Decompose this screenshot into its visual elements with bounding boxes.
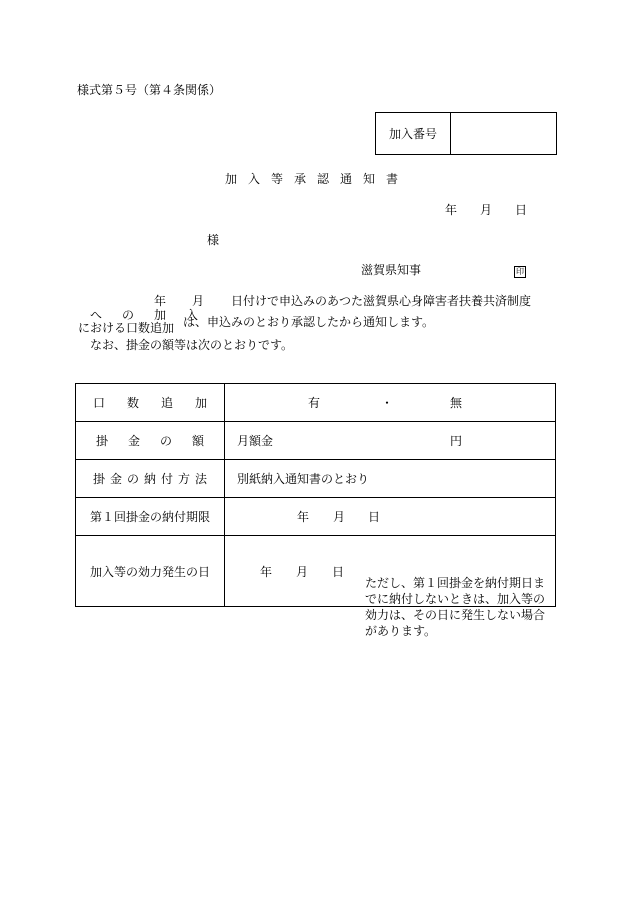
table-row [76,536,556,607]
row-value-effective-date [225,536,556,638]
row-value-units [225,384,556,422]
body-line2-add: における口数追加 [78,321,175,335]
effective-month: 月 [296,564,309,579]
details-table [75,383,556,638]
due-year: 年 [297,510,310,524]
option-no[interactable]: 無 [450,396,463,410]
table-row [76,460,556,498]
row-value-premium [225,422,556,460]
membership-number-field[interactable] [451,113,556,154]
date-day: 日 [515,203,528,217]
body-year: 年 [154,294,167,308]
option-yes[interactable]: 有 [308,396,321,410]
payment-method-value: 別紙納入通知書のとおり [237,472,370,486]
body-line2: は、申込みのとおり承認したから通知します。 [183,315,435,329]
row-label-effective-date: 加入等の効力発生の日 [76,536,225,607]
addressee-suffix: 様 [207,233,220,247]
row-label-payment-method: 掛金の納付方法 [76,460,225,498]
option-separator: ・ [381,396,394,410]
premium-prefix: 月額金 [237,434,274,448]
body-line2-join: へ の 加 入 [90,308,203,322]
body-month: 月 [192,294,205,308]
body-line3: なお、掛金の額等は次のとおりです。 [90,338,294,352]
membership-number-box [375,112,557,155]
premium-unit: 円 [450,434,463,448]
due-month: 月 [333,510,346,524]
row-label-premium: 掛金の額 [76,422,225,460]
row-value-first-due [225,498,556,536]
row-value-payment-method [225,460,556,498]
document-title: 加入等承認通知書 [225,172,410,186]
row-label-units: 口数追加 [76,384,225,422]
seal-icon: 印 [516,267,524,276]
seal-mark [514,264,526,278]
issuer-name: 滋賀県知事 [361,263,422,277]
form-number: 様式第５号（第４条関係） [77,83,222,97]
date-year: 年 [445,203,458,217]
effective-note: ただし、第１回掛金を納付期日までに納付しないときは、加入等の効力は、その日に発生しない場合があります。 [365,576,546,638]
body-line1: 日付けで申込みのあつた滋賀県心身障害者扶養共済制度 [231,294,532,308]
effective-day: 日 [332,564,345,579]
date-month: 月 [480,203,493,217]
effective-year: 年 [260,564,273,579]
due-day: 日 [368,510,381,524]
membership-number-label: 加入番号 [376,113,451,154]
row-label-first-due: 第１回掛金の納付期限 [76,498,225,536]
table-row [76,498,556,536]
table-row [76,384,556,422]
table-row [76,422,556,460]
